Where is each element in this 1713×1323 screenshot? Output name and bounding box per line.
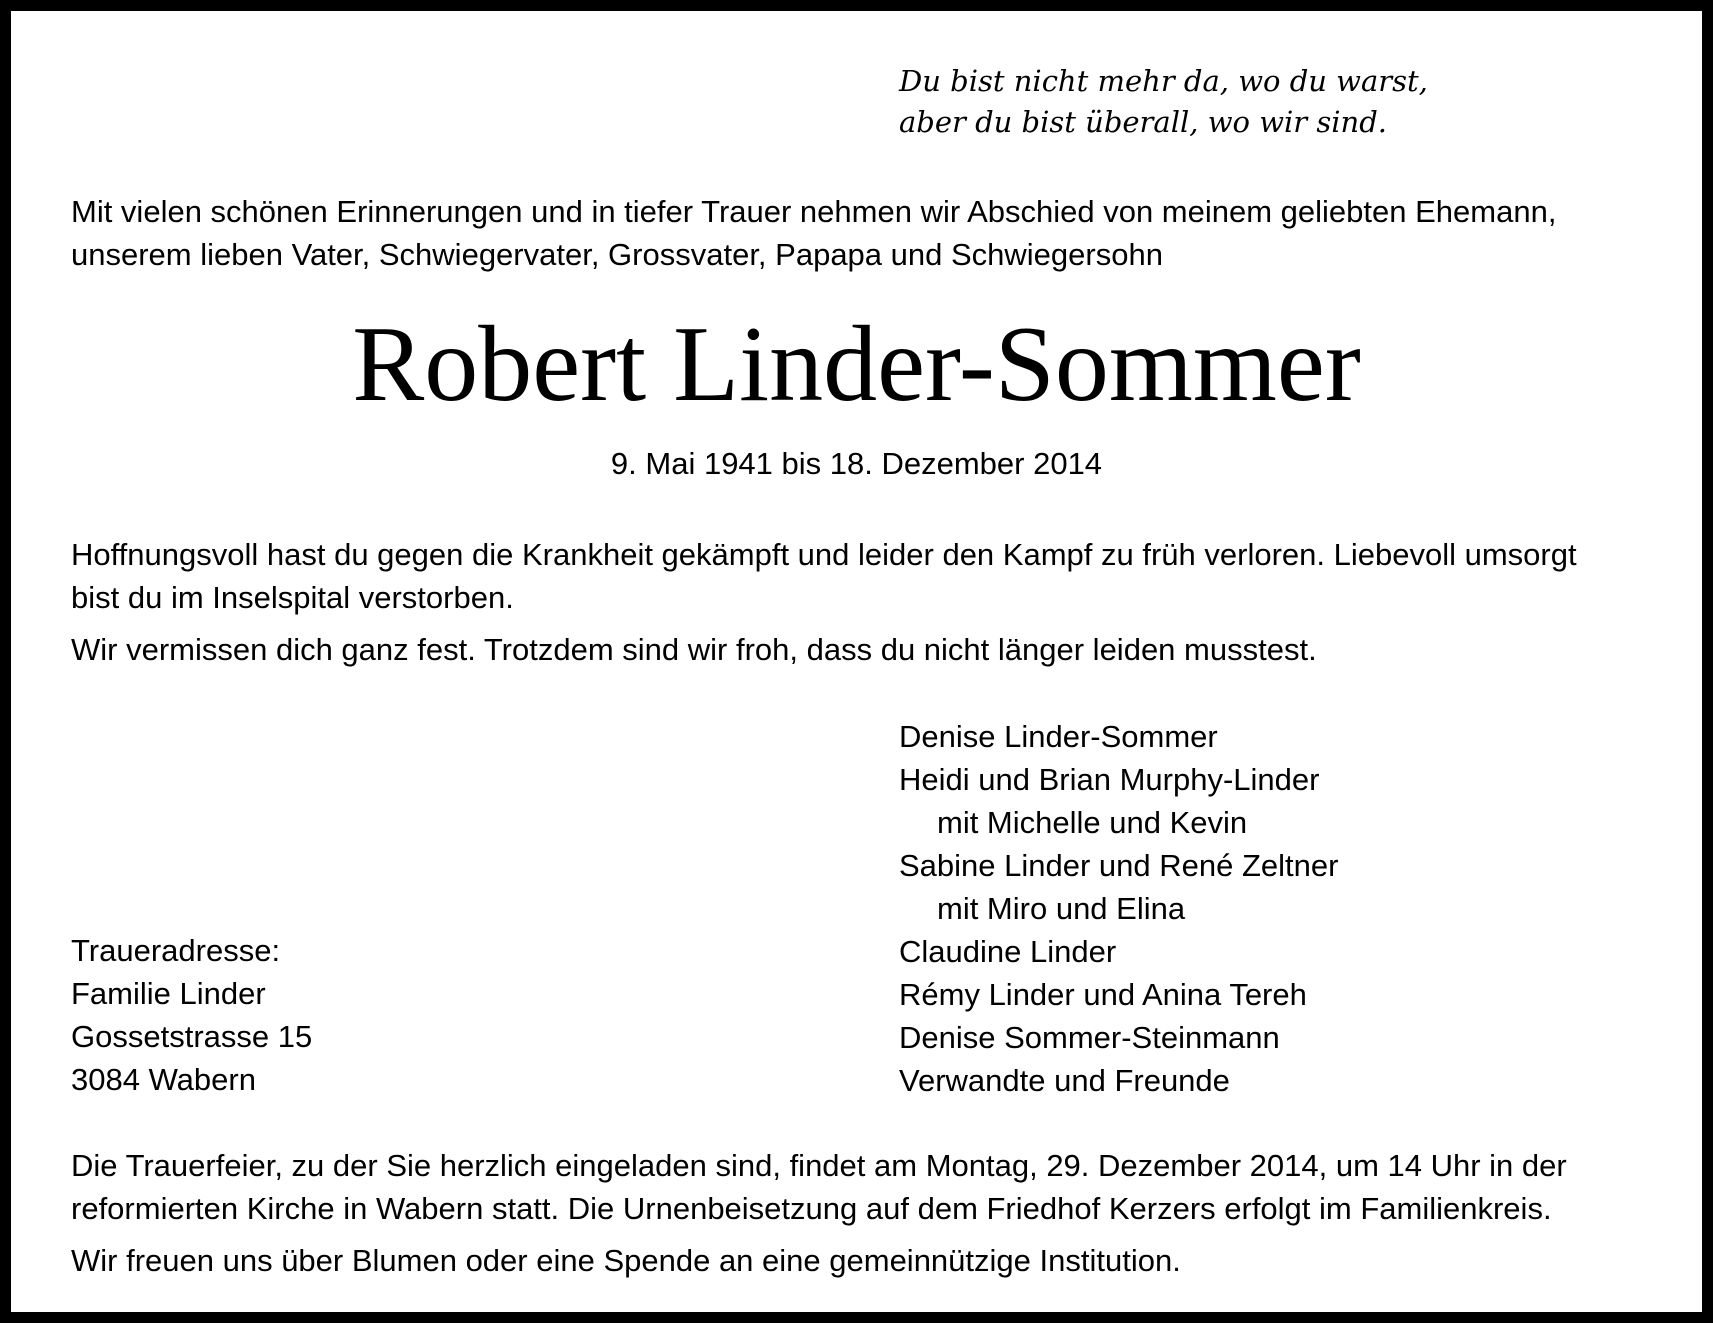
closing-note [71, 1239, 1181, 1282]
motto-line: Du bist nicht mehr da, wo du warst, [899, 64, 1428, 98]
address-city: 3084 Wabern [71, 1062, 256, 1097]
mourner-entry: Denise Linder-Sommer [899, 719, 1218, 754]
closing-line: Wir freuen uns über Blumen oder eine Spende an eine gemeinnützige Institution. [71, 1243, 1181, 1278]
intro-text [71, 190, 1556, 276]
mourner-entry: Rémy Linder und Anina Tereh [899, 977, 1307, 1012]
tribute-paragraph-2 [71, 628, 1317, 671]
ceremony-info [71, 1144, 1567, 1230]
mourner-entry: Denise Sommer-Steinmann [899, 1020, 1280, 1055]
mourner-entry: Sabine Linder und René Zeltner [899, 848, 1339, 883]
mourner-entry: Verwandte und Freunde [899, 1063, 1230, 1098]
mourner-entry: mit Miro und Elina [937, 891, 1186, 926]
mourners-list [899, 715, 1338, 1102]
address-street: Gossetstrasse 15 [71, 1019, 313, 1054]
ceremony-line: reformierten Kirche in Wabern statt. Die Urnenbeisetzung auf dem Friedhof Kerzers erfolgt im Familienkreis. [71, 1191, 1552, 1226]
tribute-line: Hoffnungsvoll hast du gegen die Krankheit gekämpft und leider den Kampf zu früh verloren. Liebevoll umsorgt [71, 537, 1577, 572]
address-label: Traueradresse: [71, 933, 281, 968]
intro-line: unserem lieben Vater, Schwiegervater, Grossvater, Papapa und Schwiegersohn [71, 237, 1163, 272]
mourner-entry: Heidi und Brian Murphy-Linder [899, 762, 1320, 797]
tribute-line: Wir vermissen dich ganz fest. Trotzdem sind wir froh, dass du nicht länger leiden musstest. [71, 632, 1317, 667]
address-family: Familie Linder [71, 976, 266, 1011]
life-dates: 9. Mai 1941 bis 18. Dezember 2014 [610, 446, 1103, 481]
mourner-entry: Claudine Linder [899, 934, 1117, 969]
mourning-address [71, 929, 312, 1101]
deceased-name: Robert Linder-Sommer [352, 305, 1361, 424]
tribute-line: bist du im Inselspital verstorben. [71, 580, 514, 615]
tribute-paragraph [71, 533, 1577, 619]
mourner-entry: mit Michelle und Kevin [937, 805, 1248, 840]
motto-quote [899, 61, 1428, 143]
motto-line: aber du bist überall, wo wir sind. [899, 105, 1387, 139]
intro-line: Mit vielen schönen Erinnerungen und in tiefer Trauer nehmen wir Abschied von meinem geliebten Ehemann, [71, 194, 1557, 229]
ceremony-line: Die Trauerfeier, zu der Sie herzlich eingeladen sind, findet am Montag, 29. Dezember 2014, um 14 Uhr in der [71, 1148, 1567, 1183]
